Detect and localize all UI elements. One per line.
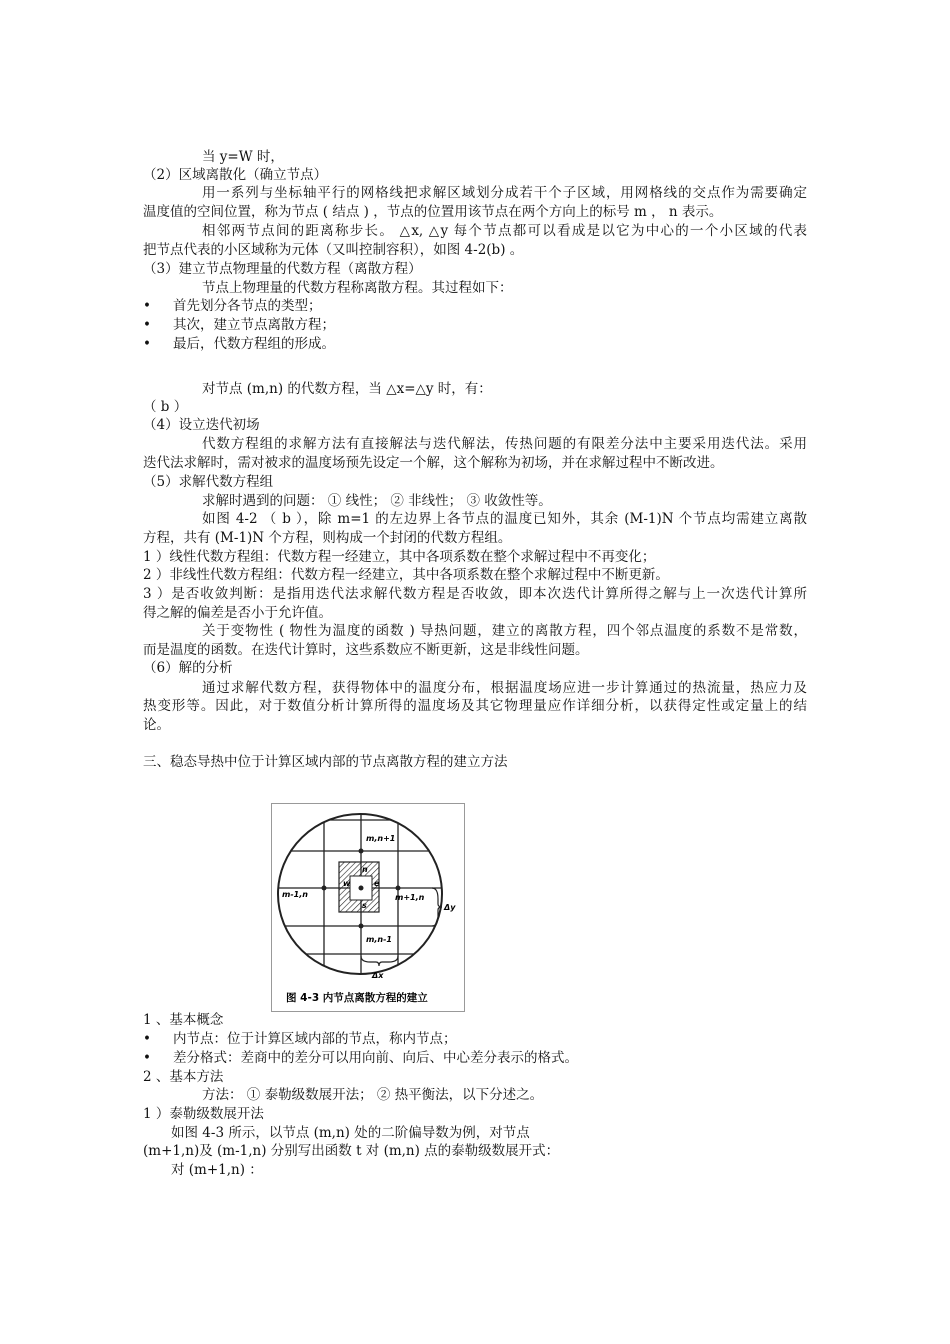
text-line: (m+1,n)及 (m-1,n) 分别写出函数 t 对 (m,n) 点的泰勒级数展开式：	[143, 1143, 560, 1159]
chapter-heading: 三、稳态导热中位于计算区域内部的节点离散方程的建立方法	[143, 754, 508, 770]
label-e: e	[374, 879, 380, 888]
bullet-icon: •	[143, 1050, 151, 1066]
section-heading: 2 、基本方法	[143, 1069, 224, 1085]
label-dy: Δy	[444, 903, 456, 912]
label-n: n	[362, 865, 368, 874]
text-line: 代数方程组的求解方法有直接解法与迭代解法，传热问题的有限差分法中主要采用迭代法。采用	[202, 436, 807, 452]
node-center	[359, 886, 364, 891]
bullet-icon: •	[143, 336, 151, 352]
label-dx: Δx	[372, 971, 384, 980]
text-line: 热变形等。因此，对于数值分析计算所得的温度场及其它物理量应作详细分析，以获得定性或定量上的结	[143, 698, 807, 714]
label-w: w	[343, 879, 351, 888]
figure-caption: 图 4-3 内节点离散方程的建立	[286, 992, 428, 1004]
label-right: m+1,n	[395, 893, 425, 902]
bullet-icon: •	[143, 298, 151, 314]
text-line: 1 ）泰勒级数展开法	[143, 1106, 264, 1122]
text-line: 当 y=W 时，	[202, 149, 284, 165]
section-heading: （2）区域离散化（确立节点）	[143, 167, 328, 183]
text-line: 关于变物性 ( 物性为温度的函数 ) 导热问题，建立的离散方程，四个邻点温度的系数不是常数，	[202, 623, 807, 639]
text-line: 把节点代表的小区域称为元体（又叫控制容积），如图 4-2(b) 。	[143, 242, 524, 258]
text-line: 1 ）线性代数方程组：代数方程一经建立，其中各项系数在整个求解过程中不再变化；	[143, 549, 656, 565]
text-line: 3 ）是否收敛判断：是指用迭代法求解代数方程是否收敛，即本次迭代计算所得之解与上一次迭代计算所	[143, 586, 807, 602]
label-left: m-1,n	[282, 890, 308, 899]
text-line: 方法： ① 泰勒级数展开法； ② 热平衡法，以下分述之。	[202, 1087, 544, 1103]
section-heading: （4）设立迭代初场	[143, 417, 260, 433]
figure-4-3	[271, 803, 465, 1012]
section-heading: （3）建立节点物理量的代数方程（离散方程）	[143, 261, 422, 277]
text-line: 节点上物理量的代数方程称离散方程。其过程如下：	[202, 280, 513, 296]
text-line: 相邻两节点间的距离称步长。 △x, △y 每个节点都可以看成是以它为中心的一个小区域的代表	[202, 223, 807, 239]
text-line: 对节点 (m,n) 的代数方程，当 △x=△y 时，有：	[202, 381, 492, 397]
label-top: m,n+1	[366, 834, 396, 843]
label-s: s	[362, 901, 367, 910]
text-line: 2 ）非线性代数方程组：代数方程一经建立，其中各项系数在整个求解过程中不断更新。	[143, 567, 669, 583]
node-grid-diagram	[272, 804, 464, 1011]
text-line: 迭代法求解时，需对被求的温度场预先设定一个解，这个解称为初场，并在求解过程中不断改进。	[143, 455, 724, 471]
list-item: • 内节点：位于计算区域内部的节点，称内节点；	[143, 1031, 457, 1047]
list-item: • 首先划分各节点的类型；	[143, 298, 322, 314]
text-line: 用一系列与坐标轴平行的网格线把求解区域划分成若干个子区域，用网格线的交点作为需要确定	[202, 185, 807, 201]
text-line: 得之解的偏差是否小于允许值。	[143, 605, 332, 621]
list-item: • 其次，建立节点离散方程；	[143, 317, 335, 333]
text-line: 对 (m+1,n) ：	[171, 1162, 263, 1178]
text-line: 方程，共有 (M-1)N 个方程，则构成一个封闭的代数方程组。	[143, 530, 512, 546]
text-line: 通过求解代数方程，获得物体中的温度分布，根据温度场应进一步计算通过的热流量，热应力及	[202, 680, 807, 696]
section-heading: （5）求解代数方程组	[143, 474, 274, 490]
list-item: • 最后，代数方程组的形成。	[143, 336, 335, 352]
equation-label: （ b ）	[143, 399, 188, 415]
section-heading: （6）解的分析	[143, 660, 233, 676]
label-bottom: m,n-1	[366, 935, 392, 944]
bullet-icon: •	[143, 1031, 151, 1047]
text-line: 论。	[143, 717, 170, 733]
text-line: 而是温度的函数。在迭代计算时，这些系数应不断更新，这是非线性问题。	[143, 642, 589, 658]
section-heading: 1 、基本概念	[143, 1012, 224, 1028]
text-line: 温度值的空间位置，称为节点 ( 结点 ) ，节点的位置用该节点在两个方向上的标号 m ， n 表示。	[143, 204, 723, 220]
dx-brace	[361, 956, 398, 966]
text-line: 如图 4-2 （ b ），除 m=1 的左边界上各节点的温度已知外，其余 (M-1)N 个节点均需建立离散	[202, 511, 807, 527]
list-item: • 差分格式：差商中的差分可以用向前、向后、中心差分表示的格式。	[143, 1050, 578, 1066]
bullet-icon: •	[143, 317, 151, 333]
text-line: 求解时遇到的问题： ① 线性； ② 非线性； ③ 收敛性等。	[202, 493, 552, 509]
text-line: 如图 4-3 所示，以节点 (m,n) 处的二阶偏导数为例，对节点	[171, 1125, 530, 1141]
